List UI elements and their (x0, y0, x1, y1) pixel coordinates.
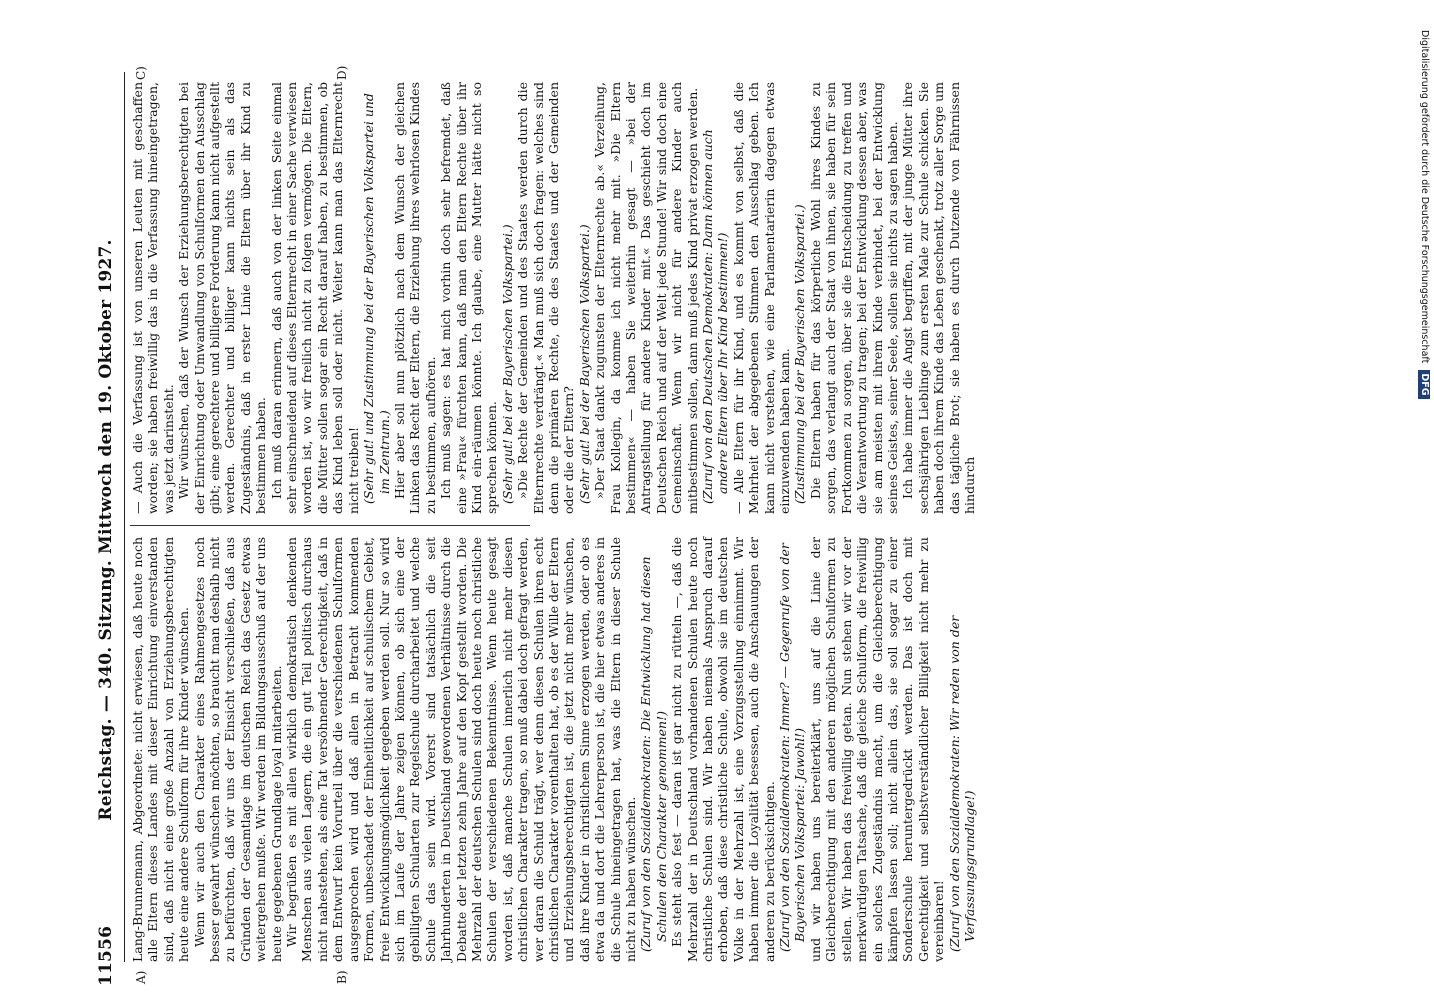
paragraph: »Der Staat dankt zugunsten der Elternrechte ab.« Verzeihung, Frau Kollegin, da komme ich nicht mehr mit. »Die Eltern bestimmen« — haben Sie weiterhin gesagt — »bei der Antragstellung für andere Kinder mit.« Das geschieht doch im Deutschen Reich und auf der Welt jede Stunde! Wir sind doch eine Gemeinschaft. Wenn wir nicht für andere Kinder auch mitbestimmen sollen, dann muß jedes Kind privat erzogen werden. (592, 82, 700, 514)
paragraph: Ich muß daran erinnern, daß auch von der linken Seite einmal sehr einschneidend auf dieses Elternrecht in einer Sache verwiesen worden ist, wo wir freilich nicht zu folgen vermögen. Die Eltern, die Mütter sollen sogar ein Recht darauf haben, zu bestimmen, ob das Kind leben soll oder nicht. Weiter kann man das Elternrecht nicht treiben! (268, 82, 361, 514)
paragraph: Wenn wir auch den Charakter eines Rahmengesetzes noch besser gewahrt wünschen möchten, so braucht man deshalb nicht zu befürchten, daß wir uns der Einsicht verschließen, daß aus Gründen der Gesamtlage im deutschen Reich das Gesetz etwas weitergehen mußte. Wir werden im Bildungsausschuß auf der uns heute gegebenen Grundlage loyal mitarbeiten. (191, 537, 284, 962)
dfg-logo: DFG (1418, 370, 1430, 398)
interjection: (Zuruf von den Sozialdemokraten: Immer? — Gegenrufe von der Bayerischen Volkspartei: Jawohl!) (777, 543, 808, 952)
interjection: (Sehr gut! bei der Bayerischen Volkspartei.) (576, 224, 592, 504)
running-header (90, 70, 124, 990)
margin-mark-c: C) (134, 66, 148, 80)
paragraph: Ich habe immer die Angst begriffen, mit der junge Mütter ihre sechsjährigen Lieblinge zum ersten Male zur Schule schicken. Sie haben doch ihrem Kinde das Leben geschenkt, trotz aller Sorge um das tägliche Brot; sie haben es durch Dutzende von Fährnissen hindurch (900, 82, 977, 514)
paragraph: — Alle Eltern für ihr Kind, und es kommt von selbst, daß die Mehrheit der abgegebenen Stimmen den Ausschlag geben. Ich kann nicht verstehen, wie eine Parlamentarierin dagegen etwas einzuwenden haben kann. (730, 82, 793, 514)
rotated-page-content (90, 65, 1240, 990)
header-rule (124, 72, 125, 962)
interjection: (Zuruf von den Sozialdemokraten: Wir reden von der Verfassungsgrundlage!) (946, 615, 977, 952)
interjection: (Zuruf von den Deutschen Demokraten: Dann können auch andere Eltern über Ihr Kind bestimmen!) (700, 129, 731, 504)
credit-text: Digitalisierung gefördert durch die Deutsche Forschungsgemeinschaft (1419, 30, 1430, 364)
paragraph: Es steht also fest — daran ist gar nicht zu rütteln —, daß die Mehrzahl der in Deutschland vorhandenen Schulen heute noch christliche Schulen sind. Wir haben niemals Anspruch darauf erhoben, daß diese christliche Schule, obwohl sie im deutschen Volke in der Mehrzahl ist, eine Vorzugsstellung einnimmt. Wir haben immer die Loyalität besessen, auch die Anschauungen der anderen zu berücksichtigen. (669, 537, 777, 962)
paragraph: — Auch die Verfassung ist von unseren Leuten mit geschaffen worden; sie haben freiwillig das in die Verfassung hineingetragen, was jetzt darinsteht. (130, 82, 176, 514)
paragraph: und wir haben uns bereiterklärt, uns auf die Linie der Gleichberechtigung mit den anderen möglichen Schulformen zu stellen. Wir haben das freiwillig getan. Nun stehen wir vor der merkwürdigen Tatsache, daß die gleiche Schulform, die freiwillig ein solches Zugeständnis macht, um die Gleichberechtigung kämpfen lassen soll; nicht allein das, sie soll sogar zu einer Sonderschule heruntergedrückt werden. Das ist doch mit Gerechtigkeit und selbstverständlicher Billigkeit nicht mehr zu vereinbaren! (807, 537, 947, 962)
margin-mark-b: B) (335, 970, 349, 984)
column-divider (130, 525, 530, 526)
margin-mark-d: D) (335, 65, 349, 80)
interjection: (Sehr gut! bei der Bayerischen Volkspartei.) (499, 224, 515, 504)
paragraph: Hier aber soll nun plötzlich nach dem Wunsch der gleichen Linken das Recht der Eltern, die Erziehung ihres wehrlosen Kindes zu bestimmen, aufhören. (391, 82, 438, 514)
paragraph: Ich muß sagen: es hat mich vorhin doch sehr befremdet, daß eine »Frau« fürchten kann, daß man den Eltern Rechte über ihr Kind ein-räumen könnte. Ich glaube, eine Mutter hätte nicht so sprechen können. (438, 82, 500, 514)
paragraph: »Die Rechte der Gemeinden und des Staates werden durch die Elternrechte verdrängt.« Man muß sich doch fragen: welches sind denn die primären Rechte, die des Staates und der Gemeinden oder die der Eltern? (515, 82, 577, 514)
text-column-left (130, 537, 977, 962)
interjection: (Sehr gut! und Zustimmung bei der Bayerischen Volkspartei und im Zentrum.) (361, 93, 392, 504)
interjection: (Zustimmung bei der Bayerischen Volkspartei.) (792, 204, 808, 504)
paragraph: Lang-Brunnemann, Abgeordnete: nicht erwiesen, daß heute noch alle Eltern dieses Landes mit dieser Einrichtung einverstanden sind, daß nicht eine große Anzahl von Erziehungsberechtigten heute eine andere Schulform für ihre Kinder wünschen. (130, 537, 192, 962)
margin-mark-a: A) (134, 970, 148, 984)
interjection: (Zuruf von den Sozialdemokraten: Die Entwicklung hat diesen Schulen den Charakter genommen!) (638, 556, 669, 952)
paragraph: Wir wünschen, daß der Wunsch der Erziehungsberechtigten bei der Einrichtung oder Umwandlung von Schulformen den Ausschlag gibt; eine gerechtere und billigere Forderung kann nicht aufgestellt werden. Gerechter und billiger kann nichts sein als das Zugeständnis, daß in erster Linie die Eltern über ihr Kind zu bestimmen haben. (176, 82, 269, 514)
digitization-credit (1418, 30, 1428, 970)
paragraph: Die Eltern haben für das körperliche Wohl ihres Kindes zu sorgen, das verlangt auch der Staat von ihnen, sie haben für sein Fortkommen zu sorgen, über sie die Entscheidung zu treffen und die Verantwortung zu tragen; bei der Entwicklung dessen aber, was sie am meisten mit ihrem Kinde verbindet, bei der Entwicklung seines Geistes, seiner Seele, sollen sie nichts zu sagen haben. (807, 82, 900, 514)
header-title: Reichstag. — 340. Sitzung. Mittwoch den 19. Oktober 1927. (96, 239, 116, 821)
paragraph: Wir begrüßen es mit allen wirklich demokratisch denkenden Menschen aus vielen Lagern, die ein gut Teil politisch durchaus nicht nahestehen, als eine Tat versöhnender Gerechtigkeit, daß in dem Entwurf kein Vorurteil über die verschiedenen Schulformen ausgesprochen wird und daß allen in Betracht kommenden Formen, unbeschadet der Einheitlichkeit auf schulischem Gebiet, freie Entwicklungsmöglichkeit gegeben werden soll. Nur so wird sich im Laufe der Jahre zeigen können, ob sich eine der gebilligten Schularten zur Regelschule durcharbeitet und welche Schule das sein wird. Vorerst sind tatsächlich die seit Jahrhunderten in Deutschland gewordenen Verhältnisse durch die Debatte der letzten zehn Jahre auf den Kopf gestellt worden. Die Mehrzahl der deutschen Schulen sind doch heute noch christliche Schulen der verschiedenen Bekenntnisse. Wenn heute gesagt worden ist, daß manche Schulen innerlich nicht mehr diesen christlichen Charakter tragen, so muß dabei doch gefragt werden, wer daran die Schuld trägt, wer denn diesen Schulen ihren echt christlichen Charakter vorenthalten hat, ob es der Wille der Eltern und Erziehungsberechtigten ist, die jetzt nicht mehr wünschen, daß ihre Kinder in christlichem Sinne erzogen werden, oder ob es etwa da und dort die Lehrerperson ist, die hier etwas anderes in die Schule hineingetragen hat, was die Eltern in dieser Schule nicht zu haben wünschen. (284, 537, 638, 962)
page-number: 11556 (96, 925, 116, 986)
text-column-right (130, 82, 977, 514)
